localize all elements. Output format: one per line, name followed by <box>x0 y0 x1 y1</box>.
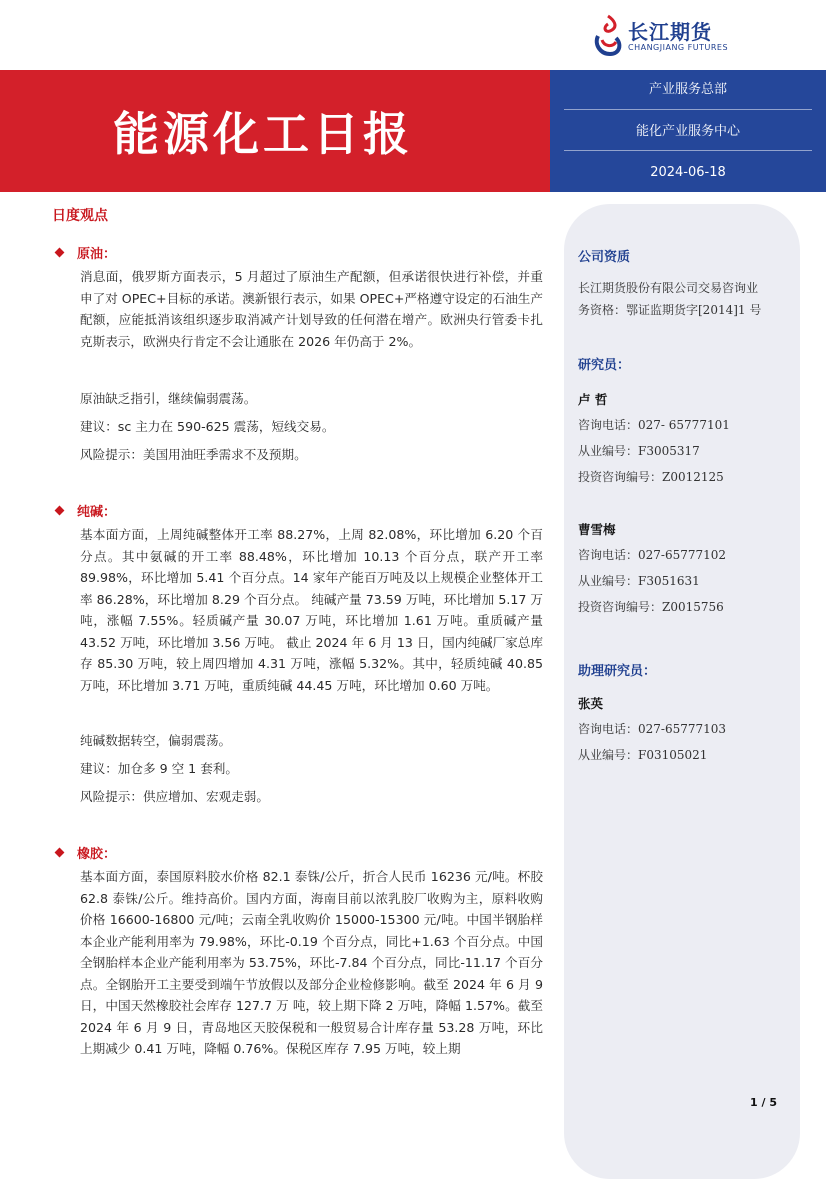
crude-risk: 风险提示：美国用油旺季需求不及预期。 <box>80 447 307 462</box>
crude-heading: 原油： <box>56 243 116 262</box>
crude-advice: 建议：sc 主力在 590-625 震荡，短线交易。 <box>80 419 335 434</box>
soda-view: 纯碱数据转空，偏弱震荡。 <box>80 733 232 748</box>
soda-heading: 纯碱： <box>56 501 116 520</box>
rubber-heading: 橡胶： <box>56 843 116 862</box>
report-title: 能源化工日报 <box>113 107 413 161</box>
section-title: 日度观点 <box>52 208 108 224</box>
soda-advice: 建议：加仓多 9 空 1 套利。 <box>80 761 238 776</box>
report-date: 2024-06-18 <box>650 165 726 180</box>
assistant-title: 助理研究员： <box>578 664 657 679</box>
researcher-phone: 咨询电话：027- 65777101 <box>578 418 730 432</box>
assistant-name: 张英 <box>578 696 604 711</box>
diamond-bullet-icon <box>55 848 65 858</box>
qualification-text-1: 长江期货股份有限公司交易咨询业 <box>578 281 759 295</box>
soda-risk: 风险提示：供应增加、宏观走弱。 <box>80 789 269 804</box>
assistant-phone: 咨询电话：027-65777103 <box>578 722 727 736</box>
assistant-id: 从业编号：F03105021 <box>578 748 708 762</box>
page-number: 1 / 5 <box>750 1096 777 1109</box>
researcher-phone: 咨询电话：027-65777102 <box>578 548 727 562</box>
diamond-bullet-icon <box>55 248 65 258</box>
service-center: 能化产业服务中心 <box>635 124 740 139</box>
report-banner <box>0 70 550 192</box>
sidebar-panel <box>564 204 800 1179</box>
divider <box>564 150 812 151</box>
crude-view: 原油缺乏指引，继续偏弱震荡。 <box>80 391 257 406</box>
researcher-id: 从业编号：F3051631 <box>578 574 700 588</box>
qualification-text-2: 务资格：鄂证监期货字[2014]1 号 <box>578 303 762 317</box>
diamond-bullet-icon <box>55 506 65 516</box>
department: 产业服务总部 <box>648 82 727 97</box>
company-logo <box>592 12 772 60</box>
researcher-title: 研究员： <box>578 358 631 373</box>
rubber-paragraph: 基本面方面，泰国原料胶水价格 82.1 泰铢/公斤，折合人民币 16236 元/吨。杯胶 62.8 泰铢/公斤。维持高价。国内方面，海南目前以浓乳胶厂收购为主，原料收购价格 16600-16800 元/吨；云南全乳收购价 15000-15300 元/吨。中国半钢胎样本企业产能利用率为 79.98%，环比-0.19 个百分点，同比+1.63 个百分点。中国全钢胎样本企业产能利用率为 53.75%，环比-7.84 个百分点，同比-11.17 个百分点。全钢胎开工主要受到端午节放假以及部分企业检修影响。截至 2024 年 6 月 9 日，中国天然橡胶社会库存 127.7 万 吨，较上期下降 2 万吨，降幅 1.57%。截至 2024 年 6 月 9 日，青岛地区天胶保税和一般贸易合计库存量 53.28 万吨，环比上期减少 0.41 万吨，降幅 0.76%。保税区库存 7.95 万吨，较上期 <box>80 869 543 1056</box>
researcher-name: 曹雪梅 <box>578 522 616 537</box>
researcher-id: 从业编号：F3005317 <box>578 444 700 458</box>
crude-paragraph: 消息面，俄罗斯方面表示，5 月超过了原油生产配额，但承诺很快进行补偿，并重申了对 OPEC+目标的承诺。澳新银行表示，如果 OPEC+严格遵守设定的石油生产配额，应能抵消该组织逐步取消减产计划导致的任何潜在增产。欧洲央行管委卡扎克斯表示，欧洲央行肯定不会让通胀在 2026 年仍高于 2%。 <box>80 269 543 349</box>
researcher-invest-id: 投资咨询编号：Z0015756 <box>578 600 724 614</box>
qualification-title: 公司资质 <box>578 250 631 265</box>
logo-english: CHANGJIANG FUTURES <box>628 43 729 52</box>
researcher-name: 卢 哲 <box>578 392 608 407</box>
divider <box>564 109 812 110</box>
report-info-panel <box>550 70 826 192</box>
changjiang-logo-icon <box>592 14 624 58</box>
logo-chinese: 长江期货 <box>628 20 712 44</box>
researcher-invest-id: 投资咨询编号：Z0012125 <box>578 470 724 484</box>
soda-paragraph: 基本面方面，上周纯碱整体开工率 88.27%，上周 82.08%，环比增加 6.20 个百分点。其中氨碱的开工率 88.48%，环比增加 10.13 个百分点，联产开工率 89.98%，环比增加 5.41 个百分点。14 家年产能百万吨及以上规模企业整体开工率 86.28%，环比增加 8.29 个百分点。 纯碱产量 73.59 万吨，环比增加 5.17 万吨，涨幅 7.55%。轻质碱产量 30.07 万吨，环比增加 1.61 万吨。重质碱产量 43.52 万吨，环比增加 3.56 万吨。 截止 2024 年 6 月 13 日，国内纯碱厂家总库存 85.30 万吨，较上周四增加 4.31 万吨，涨幅 5.32%。其中，轻质纯碱 40.85 万吨，环比增加 3.71 万吨，重质纯碱 44.45 万吨，环比增加 0.60 万吨。 <box>80 527 543 693</box>
